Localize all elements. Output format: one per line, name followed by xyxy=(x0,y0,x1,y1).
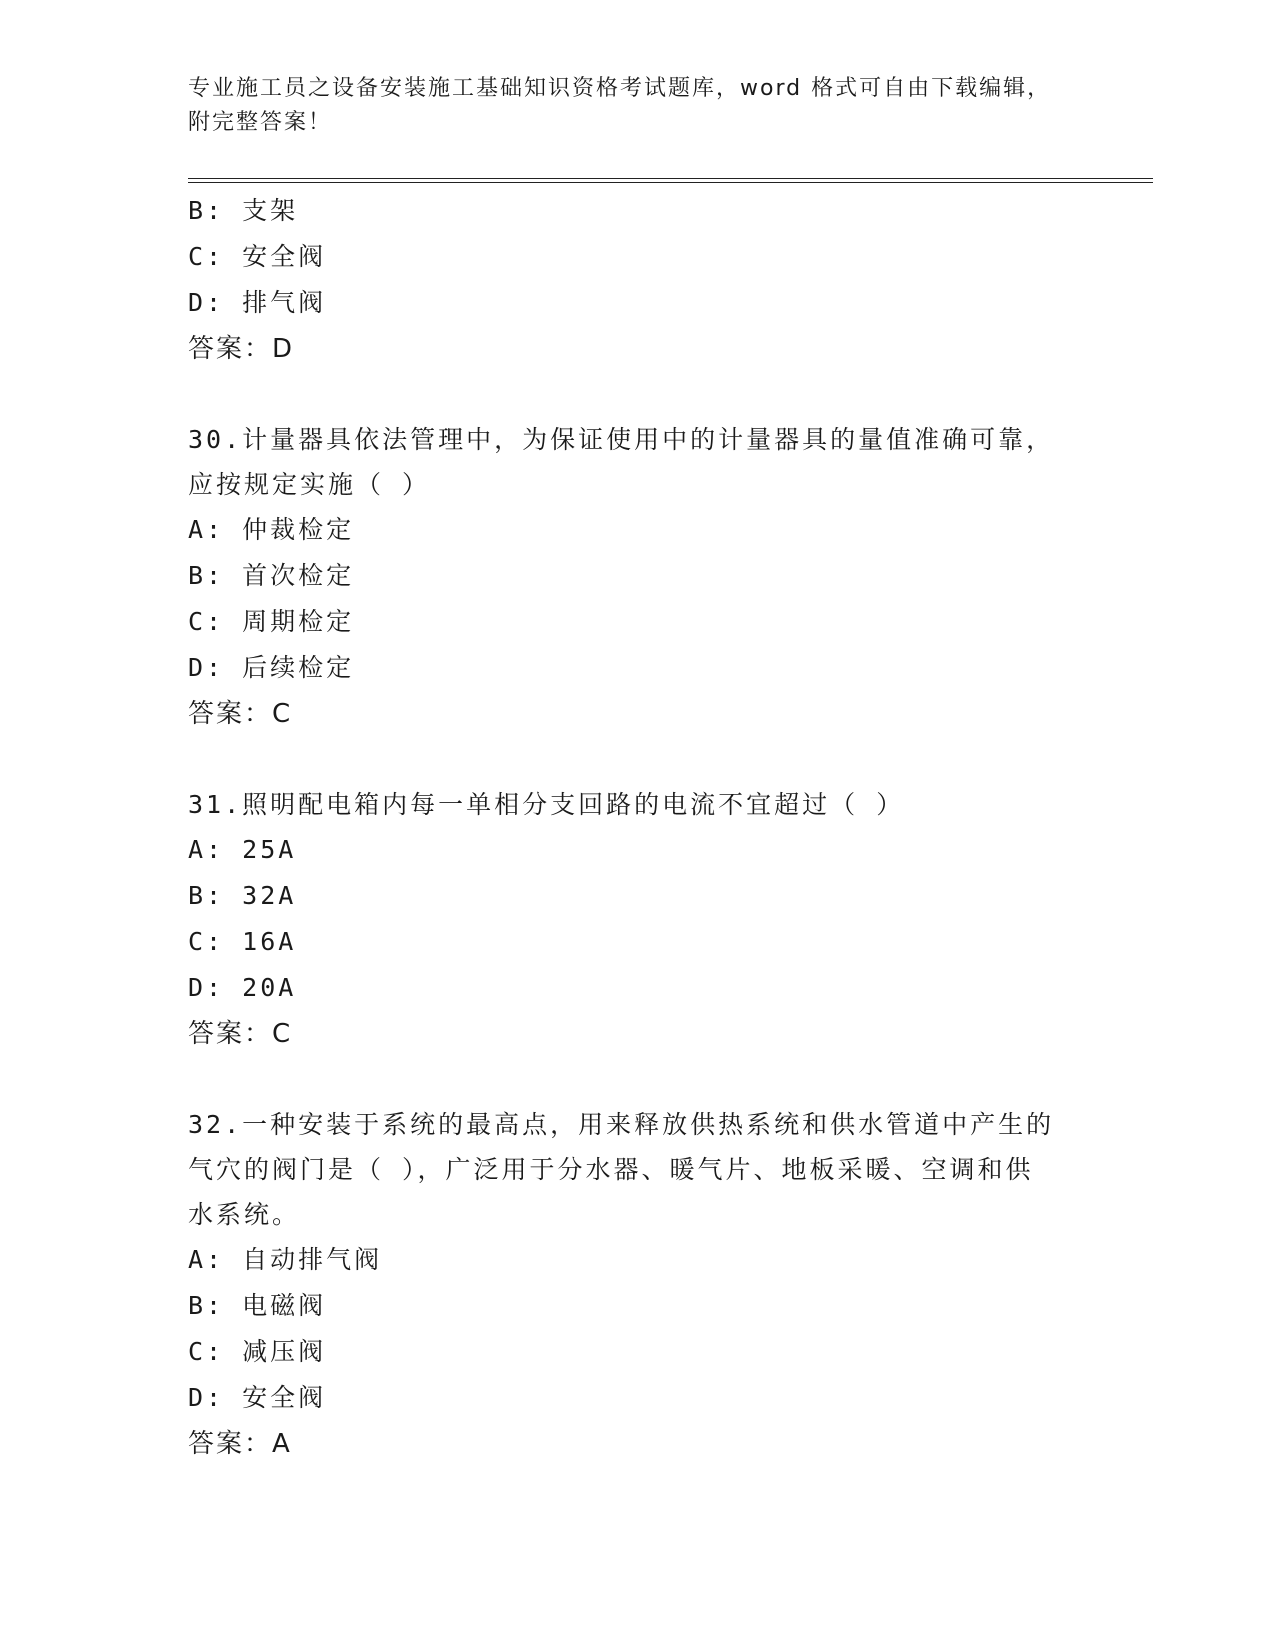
question-block-31 xyxy=(188,782,1088,1057)
document-header xyxy=(188,72,1088,140)
question-text-line: 32.一种安装于系统的最高点，用来释放供热系统和供水管道中产生的 xyxy=(188,1110,1055,1139)
header-divider-bottom xyxy=(188,182,1153,183)
option-b: B: 首次检定 xyxy=(188,561,355,590)
answer: 答案：C xyxy=(188,699,293,729)
question-text-line: 水系统。 xyxy=(188,1200,301,1229)
header-divider-top xyxy=(188,178,1153,179)
option-c: C: 减压阀 xyxy=(188,1337,327,1366)
option-b: B: 电磁阀 xyxy=(188,1291,327,1320)
option-b: B: 支架 xyxy=(188,196,299,225)
option-d: D: 后续检定 xyxy=(188,653,355,682)
answer: 答案：C xyxy=(188,1019,293,1049)
question-text-line: 31.照明配电箱内每一单相分支回路的电流不宜超过（ ） xyxy=(188,790,905,819)
header-line-1: 专业施工员之设备安装施工基础知识资格考试题库，word 格式可自由下载编辑， xyxy=(188,76,1052,101)
option-d: D: 安全阀 xyxy=(188,1383,327,1412)
question-text-line: 气穴的阀门是（ ），广泛用于分水器、暖气片、地板采暖、空调和供 xyxy=(188,1155,1034,1184)
option-b: B: 32A xyxy=(188,881,297,910)
option-c: C: 安全阀 xyxy=(188,242,327,271)
option-d: D: 20A xyxy=(188,973,297,1002)
option-a: A: 25A xyxy=(188,835,297,864)
option-d: D: 排气阀 xyxy=(188,288,327,317)
question-list xyxy=(188,188,1088,1467)
question-text-line: 30.计量器具依法管理中，为保证使用中的计量器具的量值准确可靠， xyxy=(188,425,1055,454)
question-text xyxy=(188,782,1088,827)
option-c: C: 周期检定 xyxy=(188,607,355,636)
question-text-line: 应按规定实施（ ） xyxy=(188,470,431,499)
question-block-prev xyxy=(188,188,1088,372)
question-text xyxy=(188,417,1088,507)
question-block-32 xyxy=(188,1102,1088,1467)
question-block-30 xyxy=(188,417,1088,737)
option-a: A: 自动排气阀 xyxy=(188,1245,383,1274)
answer: 答案：D xyxy=(188,334,295,364)
question-text xyxy=(188,1102,1088,1237)
header-line-2: 附完整答案！ xyxy=(188,110,333,135)
option-a: A: 仲裁检定 xyxy=(188,515,355,544)
option-c: C: 16A xyxy=(188,927,297,956)
answer: 答案：A xyxy=(188,1429,292,1459)
